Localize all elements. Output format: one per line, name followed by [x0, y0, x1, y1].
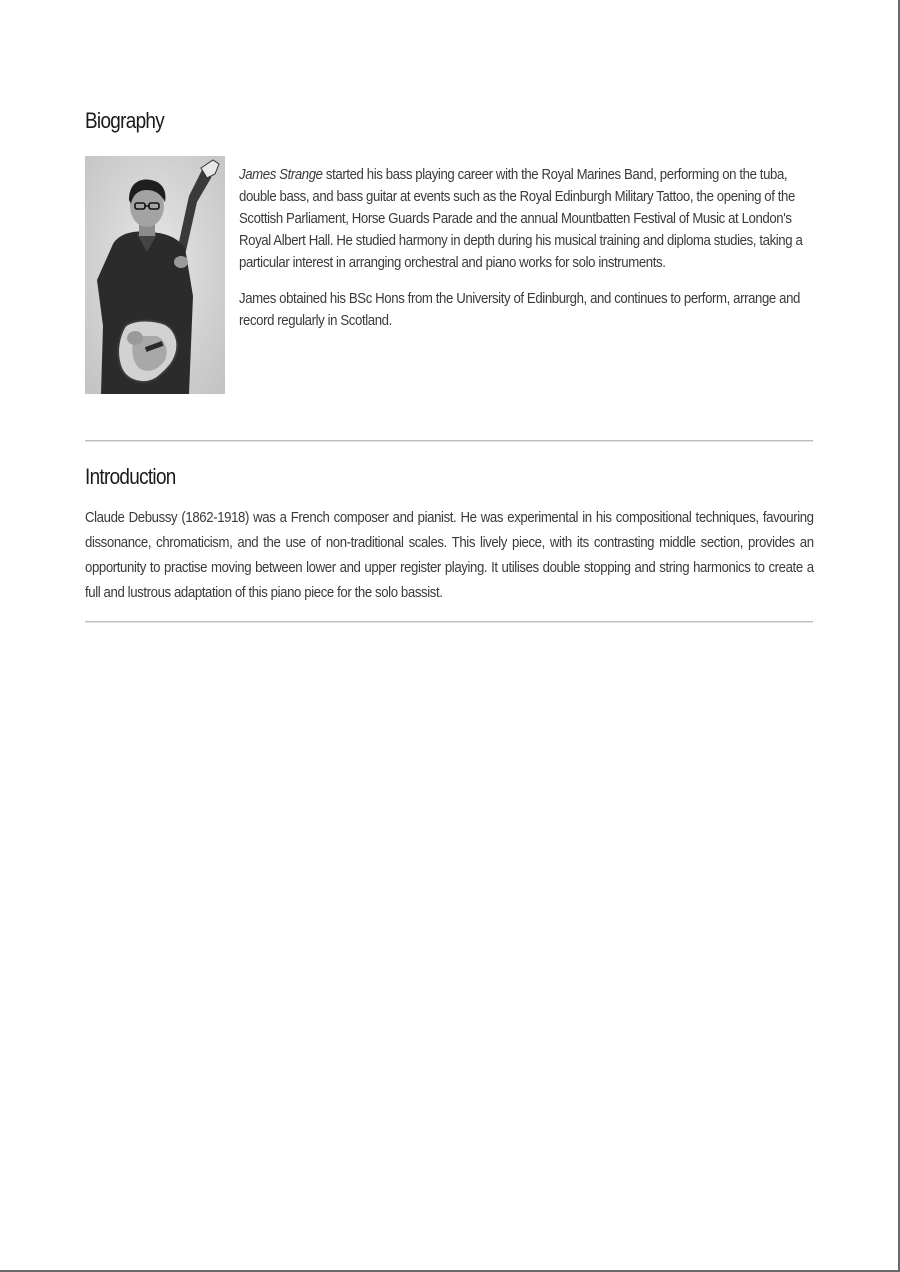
biography-paragraph-1 — [239, 164, 811, 274]
biography-section — [85, 156, 813, 394]
biography-paragraph-1-text: started his bass playing career with the Royal Marines Band, performing on the tuba, double bass, and bass guitar at events such as the Royal Edinburgh Military Tattoo, the opening of the Scottish Parliament, Horse Guards Parade and the annual Mountbatten Festival of Music at London's Royal Albert Hall. He studied harmony in depth during his musical training and diploma studies, taking a particular interest in arranging orchestral and piano works for solo instruments. — [239, 166, 803, 271]
page-content — [85, 108, 813, 623]
section-divider — [85, 621, 813, 623]
musician-name: James Strange — [239, 166, 323, 183]
introduction-heading: Introduction — [85, 464, 176, 489]
biography-heading: Biography — [85, 108, 165, 133]
musician-photo — [85, 156, 225, 394]
introduction-paragraph: Claude Debussy (1862-1918) was a French composer and pianist. He was experimental in his compositional techniques, favouring dissonance, chromaticism, and the use of non-traditional scales. This lively piece, with its contrasting middle section, provides an opportunity to practise moving between lower and upper register playing. It utilises double stopping and string harmonics to create a full and lustrous adaptation of this piano piece for the solo bassist. — [85, 509, 814, 601]
biography-text — [239, 156, 839, 394]
biography-paragraph-2: James obtained his BSc Hons from the University of Edinburgh, and continues to perform, arrange and record regularly in Scotland. — [239, 290, 800, 329]
section-divider — [85, 440, 813, 442]
